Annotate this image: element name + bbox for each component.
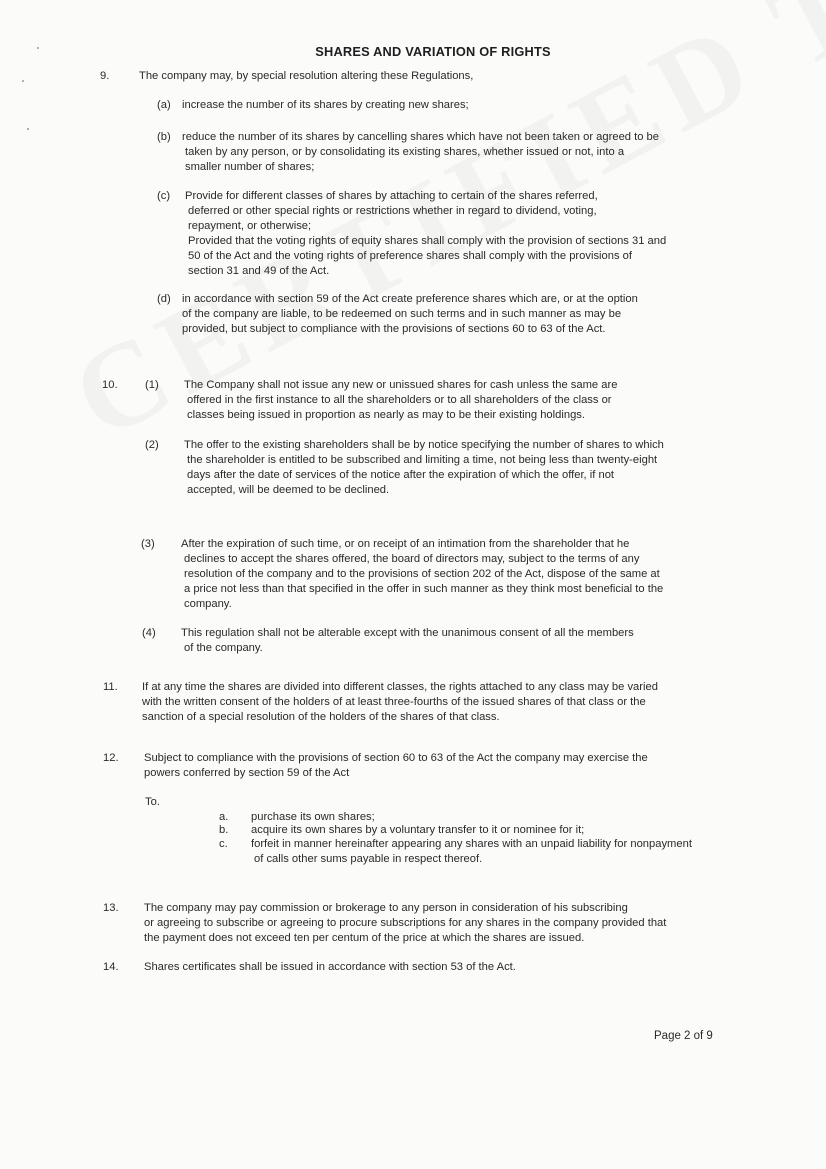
sub-label: a. [219, 811, 229, 823]
sub-text: taken by any person, or by consolidating its existing shares, whether issued or not, into a [185, 146, 625, 158]
sub-text: purchase its own shares; [251, 811, 375, 823]
sub-text: 50 of the Act and the voting rights of preference shares shall comply with the provisions of [188, 250, 633, 262]
sub-label: (b) [157, 131, 171, 143]
clause-text: To. [145, 796, 160, 808]
sub-text: of the company are liable, to be redeemed on such terms and in such manner as may be [182, 308, 622, 320]
sub-text: days after the date of services of the notice after the expiration of which the offer, if not [187, 469, 615, 481]
clause-text: The company may, by special resolution altering these Regulations, [139, 70, 474, 82]
sub-text: increase the number of its shares by creating new shares; [182, 99, 469, 111]
sub-text: The offer to the existing shareholders shall be by notice specifying the number of shares to which [184, 439, 664, 451]
sub-text: smaller number of shares; [185, 161, 315, 173]
clause-text: sanction of a special resolution of the holders of the shares of that class. [142, 711, 500, 723]
sub-text: declines to accept the shares offered, the board of directors may, subject to the terms of any [184, 553, 640, 565]
sub-text: section 31 and 49 of the Act. [188, 265, 330, 277]
clause-number: 14. [103, 961, 119, 973]
sub-text: The Company shall not issue any new or unissued shares for cash unless the same are [184, 379, 618, 391]
sub-label: (c) [157, 190, 171, 202]
clause-text: the payment does not exceed ten per centum of the price at which the shares are issued. [144, 932, 585, 944]
clause-number: 13. [103, 902, 119, 914]
page-number: Page 2 of 9 [654, 1030, 713, 1042]
clause-text: Shares certificates shall be issued in accordance with section 53 of the Act. [144, 961, 516, 973]
sub-text: repayment, or otherwise; [188, 220, 312, 232]
sub-text: of calls other sums payable in respect thereof. [254, 853, 483, 865]
sub-text: a price not less than that specified in the offer in such manner as they think most beneficial to the [184, 583, 664, 595]
sub-text: Provide for different classes of shares by attaching to certain of the shares referred, [185, 190, 598, 202]
sub-text: accepted, will be deemed to be declined. [187, 484, 390, 496]
sub-text: resolution of the company and to the provisions of section 202 of the Act, dispose of the same at [184, 568, 660, 580]
sub-text: deferred or other special rights or restrictions whether in regard to dividend, voting, [188, 205, 597, 217]
sub-label: (4) [142, 627, 156, 639]
clause-number: 12. [103, 752, 119, 764]
sub-label: (2) [145, 439, 159, 451]
sub-label: (a) [157, 99, 171, 111]
sub-text: in accordance with section 59 of the Act create preference shares which are, or at the option [182, 293, 638, 305]
clause-number: 9. [100, 70, 110, 82]
sub-text: This regulation shall not be alterable except with the unanimous consent of all the members [181, 627, 634, 639]
sub-label: (3) [141, 538, 155, 550]
sub-text: acquire its own shares by a voluntary transfer to it or nominee for it; [251, 824, 585, 836]
sub-text: reduce the number of its shares by cancelling shares which have not been taken or agreed to be [182, 131, 660, 143]
sub-label: (1) [145, 379, 159, 391]
clause-text: or agreeing to subscribe or agreeing to procure subscriptions for any shares in the company provided that [144, 917, 667, 929]
sub-text: forfeit in manner hereinafter appearing any shares with an unpaid liability for nonpayment [251, 838, 692, 850]
sub-text: the shareholder is entitled to be subscribed and limiting a time, not being less than twenty-eight [187, 454, 658, 466]
sub-text: After the expiration of such time, or on receipt of an intimation from the shareholder that he [181, 538, 630, 550]
sub-text: of the company. [184, 642, 263, 654]
sub-text: offered in the first instance to all the shareholders or to all shareholders of the class or [187, 394, 612, 406]
scan-speck [22, 80, 24, 82]
clause-text: Subject to compliance with the provisions of section 60 to 63 of the Act the company may exercise the [144, 752, 648, 764]
clause-number: 10. [102, 379, 118, 391]
clause-text: with the written consent of the holders of at least three-fourths of the issued shares of that class or the [142, 696, 646, 708]
page-title: SHARES AND VARIATION OF RIGHTS [315, 44, 551, 59]
sub-label: (d) [157, 293, 171, 305]
sub-label: c. [219, 838, 228, 850]
sub-text: Provided that the voting rights of equity shares shall comply with the provision of sections 31 and [188, 235, 667, 247]
clause-number: 11. [103, 681, 118, 693]
scan-speck [27, 128, 29, 130]
clause-text: If at any time the shares are divided into different classes, the rights attached to any class may be varied [142, 681, 658, 693]
clause-text: powers conferred by section 59 of the Act [144, 767, 350, 779]
sub-text: provided, but subject to compliance with the provisions of sections 60 to 63 of the Act. [182, 323, 606, 335]
sub-label: b. [219, 824, 229, 836]
sub-text: classes being issued in proportion as nearly as may to be their existing holdings. [187, 409, 585, 421]
clause-text: The company may pay commission or brokerage to any person in consideration of his subscribing [144, 902, 628, 914]
sub-text: company. [184, 598, 232, 610]
